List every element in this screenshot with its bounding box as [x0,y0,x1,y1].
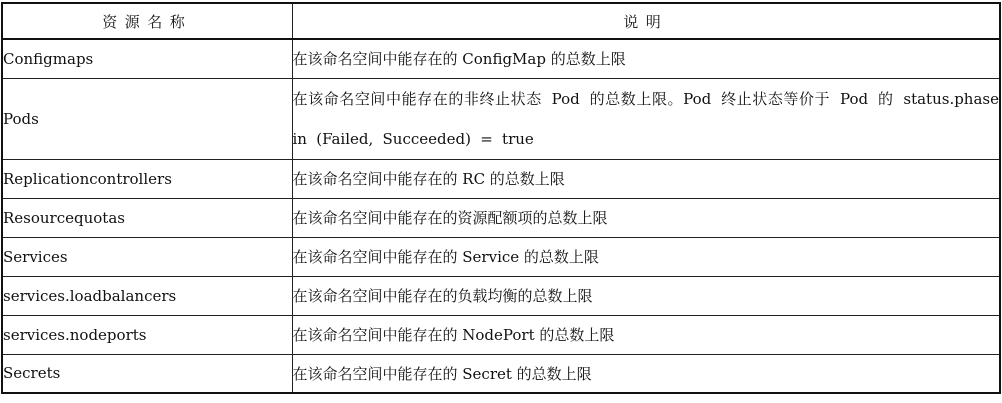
header-resource-name: 资源名称 [2,3,292,39]
table-row [2,276,1000,315]
description-cell: 在该命名空间中能存在的 RC 的总数上限 [292,159,1000,198]
description-cell: 在该命名空间中能存在的 Service 的总数上限 [292,237,1000,276]
resource-name-cell: Secrets [2,354,292,393]
description-cell: 在该命名空间中能存在的 Secret 的总数上限 [292,354,1000,393]
description-cell: 在该命名空间中能存在的非终止状态 Pod 的总数上限。Pod 终止状态等价于 Pod 的 status.phase in (Failed, Succeeded) = true [292,78,1000,159]
table-header-row [2,3,1000,39]
table-row [2,39,1000,78]
table-row [2,78,1000,159]
resource-name-cell: Configmaps [2,39,292,78]
description-cell: 在该命名空间中能存在的 NodePort 的总数上限 [292,315,1000,354]
table-row [2,354,1000,393]
resource-name-cell: Replicationcontrollers [2,159,292,198]
header-description: 说明 [292,3,1000,39]
resource-name-cell: Resourcequotas [2,198,292,237]
resource-name-cell: Pods [2,78,292,159]
table-row [2,159,1000,198]
table-row [2,315,1000,354]
table-row [2,237,1000,276]
resource-name-cell: services.loadbalancers [2,276,292,315]
description-cell: 在该命名空间中能存在的 ConfigMap 的总数上限 [292,39,1000,78]
description-cell: 在该命名空间中能存在的资源配额项的总数上限 [292,198,1000,237]
table-row [2,198,1000,237]
description-cell: 在该命名空间中能存在的负载均衡的总数上限 [292,276,1000,315]
resource-name-cell: services.nodeports [2,315,292,354]
resource-name-cell: Services [2,237,292,276]
resource-quota-table [1,2,1001,394]
